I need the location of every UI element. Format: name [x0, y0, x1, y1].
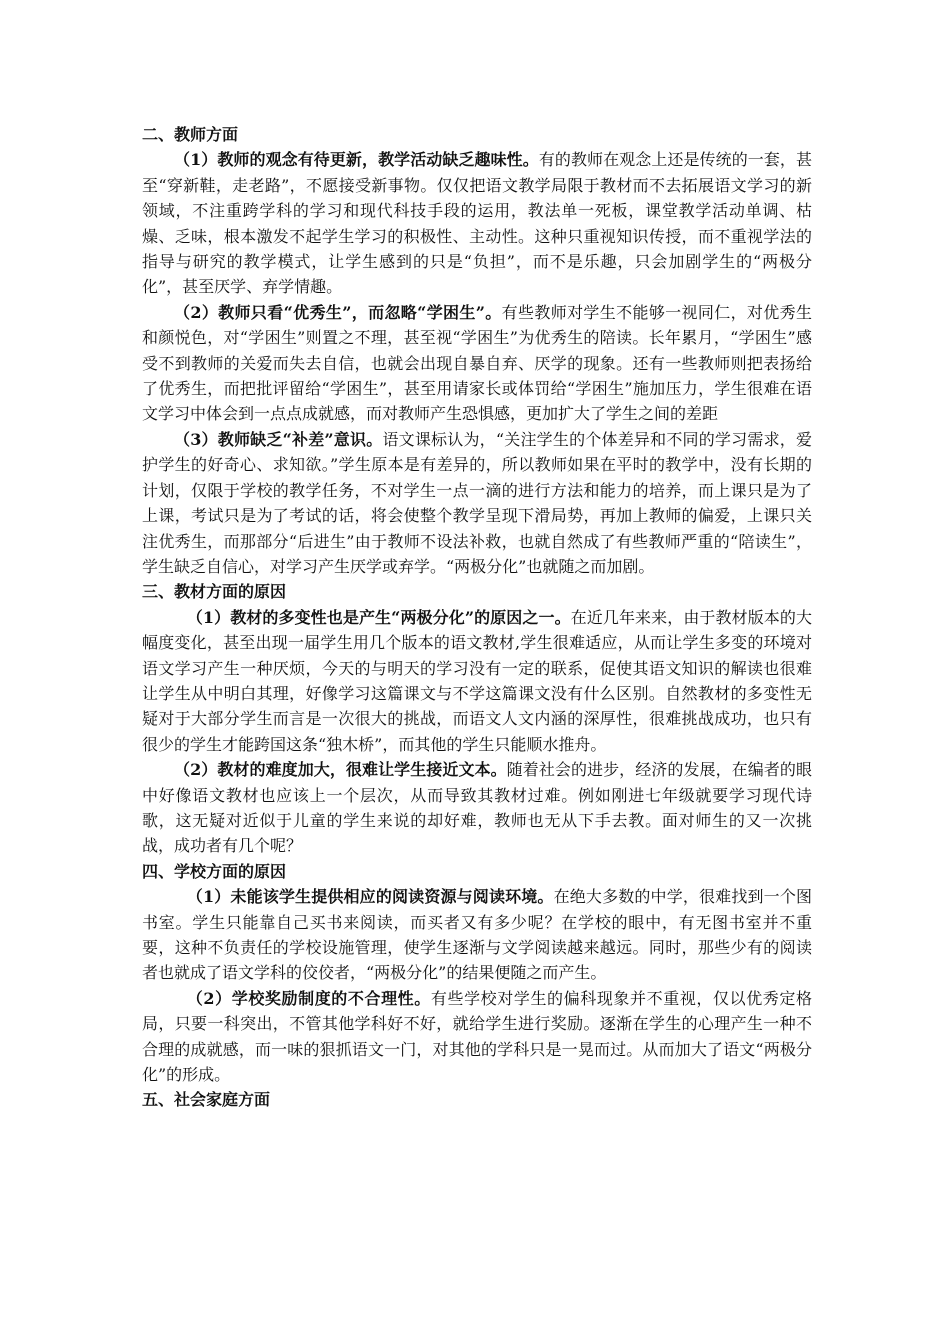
- paragraph: [142, 986, 812, 1088]
- section-heading-teachers: 二、教师方面: [142, 125, 239, 144]
- section-heading-school: 四、学校方面的原因: [142, 861, 287, 881]
- paragraph-lead: （1）教师的观念有待更新，教学活动缺乏趣味性。: [174, 150, 539, 170]
- paragraph-body: 有些教师对学生不能够一视同仁，对优秀生和颜悦色，对“学困生”则置之不理，甚至视“学困生”为优秀生的陪读。长年累月，“学困生”感受不到教师的关爱而失去自信，也就会出现自暴自弃、厌学的现象。还有一些教师则把表扬给了优秀生，而把批评留给“学困生”，甚至用请家长或体罚给“学困生”施加压力，学生很难在语文学习中体会到一点点成就感，而对教师产生恐惧感，更加扩大了学生之间的差距: [142, 302, 812, 424]
- paragraph-lead: （2）教材的难度加大，很难让学生接近文本。: [174, 760, 507, 780]
- paragraph: [142, 427, 812, 579]
- paragraph-body: 语文课标认为，“关注学生的个体差异和不同的学习需求，爱护学生的好奇心、求知欲。”学生原本是有差异的，所以教师如果在平时的教学中，没有长期的计划，仅限于学校的教学任务，不对学生一点一滴的进行方法和能力的培养，而上课只是为了上课，考试只是为了考试的话，将会使整个教学呈现下滑局势，再加上教师的偏爱，上课只关注优秀生，而那部分“后进生”由于教师不设法补救，也就自然成了有些教师严重的“陪读生”，学生缺乏自信心，对学习产生厌学或弃学。“两极分化”也就随之而加剧。: [142, 429, 812, 576]
- paragraph-body: 有的教师在观念上还是传统的一套，甚至“穿新鞋，走老路”，不愿接受新事物。仅仅把语文教学局限于教材而不去拓展语文学习的新领域，不注重跨学科的学习和现代科技手段的运用，教法单一死板，课堂教学活动单调、枯燥、乏味，根本激发不起学生学习的积极性、主动性。这种只重视知识传授，而不重视学法的指导与研究的教学模式，让学生感到的只是“负担”，而不是乐趣，只会加剧学生的“两极分化”，甚至厌学、弃学情趣。: [142, 150, 812, 297]
- paragraph-lead: （3）教师缺乏“补差”意识。: [174, 429, 383, 449]
- paragraph-lead: （1）教材的多变性也是产生“两极分化”的原因之一。: [186, 607, 571, 627]
- paragraph-body: 有些学校对学生的偏科现象并不重视，仅以优秀定格局，只要一科突出，不管其他学科好不好，就给学生进行奖励。逐渐在学生的心理产生一种不合理的成就感，而一味的狠抓语文一门，对其他的学科只是一晃而过。从而加大了语文“两极分化”的形成。: [142, 988, 812, 1085]
- paragraph: [142, 605, 812, 757]
- paragraph: [142, 884, 812, 986]
- document-page: [142, 122, 812, 1113]
- paragraph: [142, 757, 812, 859]
- paragraph: [142, 147, 812, 299]
- paragraph-lead: （1）未能该学生提供相应的阅读资源与阅读环境。: [186, 887, 554, 907]
- paragraph-body: 在近几年来来，由于教材版本的大幅度变化，甚至出现一届学生用几个版本的语文教材,学生很难适应，从而让学生多变的环境对语文学习产生一种厌烦，今天的与明天的学习没有一定的联系，促使其语文知识的解读也很难让学生从中明白其理，好像学习这篇课文与不学这篇课文没有什么区别。自然教材的多变性无疑对于大部分学生而言是一次很大的挑战，而语文人文内涵的深厚性，很难挑战成功，也只有很少的学生才能跨国这条“独木桥”，而其他的学生只能顺水推舟。: [142, 607, 812, 754]
- section-heading-textbooks: 三、教材方面的原因: [142, 582, 287, 602]
- paragraph-body: 在绝大多数的中学，很难找到一个图书室。学生只能靠自己买书来阅读，而买者又有多少呢？在学校的眼中，有无图书室并不重要，这种不负责任的学校设施管理，使学生逐渐与文学阅读越来越远。同时，那些少有的阅读者也就成了语文学科的佼佼者，“两极分化”的结果便随之而产生。: [142, 887, 812, 983]
- paragraph: [142, 300, 812, 427]
- paragraph-body: 随着社会的进步，经济的发展，在编者的眼中好像语文教材也应该上一个层次，从而导致其教材过难。例如刚进七年级就要学习现代诗歌，这无疑对近似于儿童的学生来说的却好难，教师也无从下手去教。面对师生的又一次挑战，成功者有几个呢？: [142, 760, 812, 856]
- paragraph-lead: （2）教师只看“优秀生”，而忽略“学困生”。: [174, 302, 502, 322]
- paragraph-lead: （2）学校奖励制度的不合理性。: [186, 988, 431, 1008]
- section-heading-society-family: 五、社会家庭方面: [142, 1090, 271, 1110]
